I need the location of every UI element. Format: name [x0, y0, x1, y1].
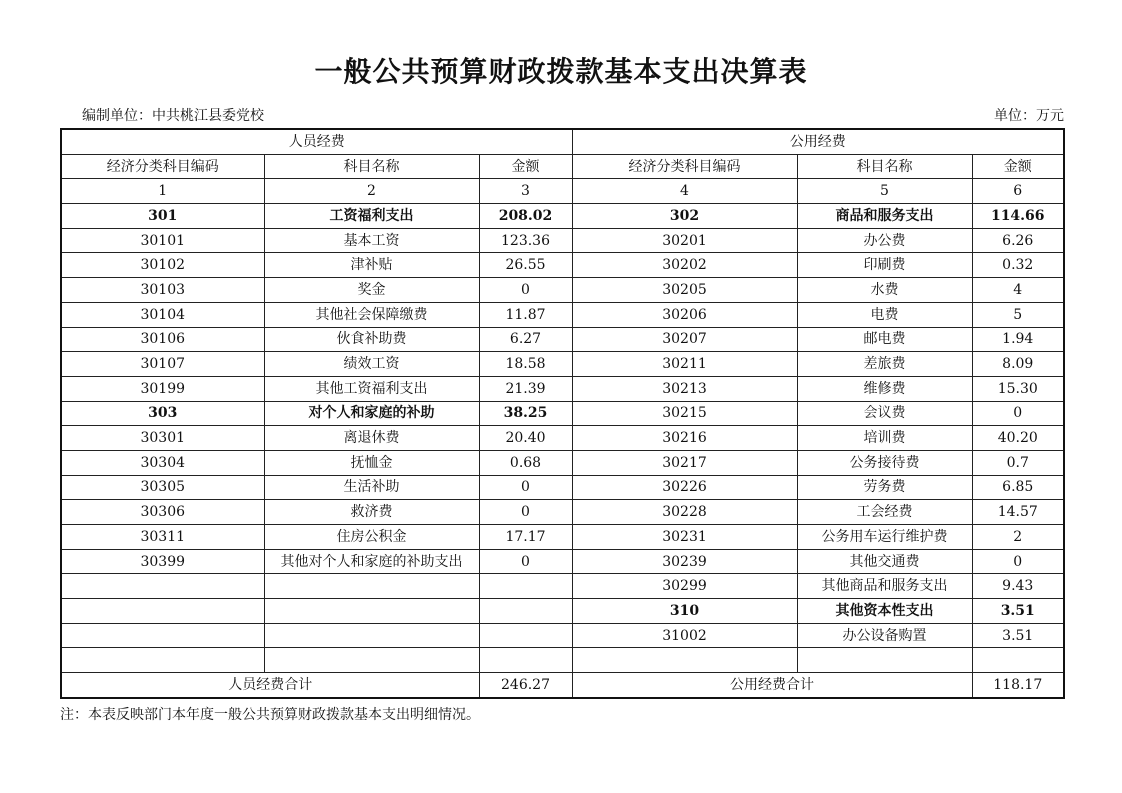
personnel-code: 30103 [61, 278, 264, 303]
public-amount [972, 648, 1064, 673]
public-total-label: 公用经费合计 [572, 673, 972, 698]
personnel-item-name: 离退休费 [264, 426, 479, 451]
public-code: 30206 [572, 302, 797, 327]
group-personnel: 人员经费 [61, 129, 572, 154]
table-row [61, 599, 1064, 624]
public-code: 30202 [572, 253, 797, 278]
public-code: 30216 [572, 426, 797, 451]
table-row [61, 549, 1064, 574]
table-row [61, 278, 1064, 303]
personnel-code: 30301 [61, 426, 264, 451]
table-row [61, 204, 1064, 229]
group-header-row [61, 129, 1064, 154]
column-number: 2 [264, 179, 479, 204]
personnel-code: 30107 [61, 352, 264, 377]
public-code: 30213 [572, 376, 797, 401]
personnel-amount: 0 [479, 549, 572, 574]
personnel-item-name: 工资福利支出 [264, 204, 479, 229]
personnel-item-name: 津补贴 [264, 253, 479, 278]
public-item-name: 办公费 [797, 228, 972, 253]
table-row [61, 475, 1064, 500]
table-row [61, 623, 1064, 648]
personnel-amount [479, 623, 572, 648]
public-item-name: 商品和服务支出 [797, 204, 972, 229]
public-amount: 15.30 [972, 376, 1064, 401]
public-item-name: 办公设备购置 [797, 623, 972, 648]
table-row [61, 648, 1064, 673]
public-code: 30217 [572, 450, 797, 475]
personnel-code: 303 [61, 401, 264, 426]
public-item-name: 劳务费 [797, 475, 972, 500]
public-code: 30231 [572, 525, 797, 550]
personnel-item-name: 住房公积金 [264, 525, 479, 550]
public-item-name: 其他商品和服务支出 [797, 574, 972, 599]
table-row [61, 525, 1064, 550]
public-code: 302 [572, 204, 797, 229]
public-amount: 3.51 [972, 599, 1064, 624]
column-header: 经济分类科目编码 [61, 154, 264, 179]
public-code: 30228 [572, 500, 797, 525]
personnel-code: 30106 [61, 327, 264, 352]
public-code: 30207 [572, 327, 797, 352]
personnel-amount: 26.55 [479, 253, 572, 278]
personnel-amount: 18.58 [479, 352, 572, 377]
public-item-name: 维修费 [797, 376, 972, 401]
public-code: 30299 [572, 574, 797, 599]
public-item-name: 邮电费 [797, 327, 972, 352]
personnel-amount: 0 [479, 475, 572, 500]
table-row [61, 352, 1064, 377]
personnel-item-name: 其他工资福利支出 [264, 376, 479, 401]
public-amount: 1.94 [972, 327, 1064, 352]
public-item-name: 电费 [797, 302, 972, 327]
public-amount: 6.85 [972, 475, 1064, 500]
group-public: 公用经费 [572, 129, 1064, 154]
column-header: 金额 [972, 154, 1064, 179]
personnel-code: 30304 [61, 450, 264, 475]
personnel-item-name: 生活补助 [264, 475, 479, 500]
footnote: 注：本表反映部门本年度一般公共预算财政拨款基本支出明细情况。 [60, 707, 480, 723]
personnel-code: 30311 [61, 525, 264, 550]
personnel-amount: 208.02 [479, 204, 572, 229]
table-row [61, 500, 1064, 525]
personnel-amount: 123.36 [479, 228, 572, 253]
page-title: 一般公共预算财政拨款基本支出决算表 [314, 55, 808, 88]
table-row [61, 228, 1064, 253]
compiling-unit: 编制单位：中共桃江县委党校 [82, 108, 264, 124]
table-row [61, 302, 1064, 327]
column-number: 5 [797, 179, 972, 204]
table-row [61, 327, 1064, 352]
public-amount: 8.09 [972, 352, 1064, 377]
public-code: 30201 [572, 228, 797, 253]
column-header: 金额 [479, 154, 572, 179]
public-amount: 6.26 [972, 228, 1064, 253]
public-amount: 5 [972, 302, 1064, 327]
personnel-amount: 0 [479, 500, 572, 525]
personnel-item-name [264, 623, 479, 648]
personnel-amount: 11.87 [479, 302, 572, 327]
personnel-code: 30101 [61, 228, 264, 253]
public-code: 30226 [572, 475, 797, 500]
public-item-name: 差旅费 [797, 352, 972, 377]
personnel-item-name [264, 599, 479, 624]
personnel-code: 30104 [61, 302, 264, 327]
personnel-amount [479, 648, 572, 673]
public-amount: 114.66 [972, 204, 1064, 229]
personnel-total-label: 人员经费合计 [61, 673, 479, 698]
personnel-item-name [264, 574, 479, 599]
public-total-value: 118.17 [972, 673, 1064, 698]
expenditure-table [60, 128, 1065, 699]
personnel-item-name: 其他对个人和家庭的补助支出 [264, 549, 479, 574]
public-code: 30205 [572, 278, 797, 303]
public-item-name: 工会经费 [797, 500, 972, 525]
public-code: 30239 [572, 549, 797, 574]
public-amount: 2 [972, 525, 1064, 550]
personnel-item-name: 奖金 [264, 278, 479, 303]
personnel-code: 30306 [61, 500, 264, 525]
public-amount: 0 [972, 549, 1064, 574]
table-row [61, 253, 1064, 278]
personnel-item-name [264, 648, 479, 673]
column-header: 科目名称 [797, 154, 972, 179]
public-amount: 40.20 [972, 426, 1064, 451]
personnel-amount: 38.25 [479, 401, 572, 426]
public-item-name: 水费 [797, 278, 972, 303]
public-item-name [797, 648, 972, 673]
public-item-name: 会议费 [797, 401, 972, 426]
personnel-amount: 20.40 [479, 426, 572, 451]
personnel-amount: 0 [479, 278, 572, 303]
personnel-amount: 17.17 [479, 525, 572, 550]
personnel-code: 30305 [61, 475, 264, 500]
personnel-code: 30399 [61, 549, 264, 574]
personnel-code [61, 574, 264, 599]
personnel-code [61, 599, 264, 624]
column-header: 经济分类科目编码 [572, 154, 797, 179]
public-item-name: 其他资本性支出 [797, 599, 972, 624]
column-number: 6 [972, 179, 1064, 204]
personnel-code: 30102 [61, 253, 264, 278]
public-amount: 4 [972, 278, 1064, 303]
personnel-item-name: 抚恤金 [264, 450, 479, 475]
personnel-amount [479, 574, 572, 599]
public-item-name: 公务接待费 [797, 450, 972, 475]
public-amount: 0 [972, 401, 1064, 426]
table-row [61, 376, 1064, 401]
column-number: 1 [61, 179, 264, 204]
public-amount: 3.51 [972, 623, 1064, 648]
personnel-item-name: 基本工资 [264, 228, 479, 253]
table-row [61, 450, 1064, 475]
personnel-item-name: 伙食补助费 [264, 327, 479, 352]
personnel-item-name: 绩效工资 [264, 352, 479, 377]
public-amount: 14.57 [972, 500, 1064, 525]
column-number-row [61, 179, 1064, 204]
personnel-amount: 21.39 [479, 376, 572, 401]
column-header-row [61, 154, 1064, 179]
column-number: 4 [572, 179, 797, 204]
public-item-name: 培训费 [797, 426, 972, 451]
public-code [572, 648, 797, 673]
public-amount: 9.43 [972, 574, 1064, 599]
public-code: 30211 [572, 352, 797, 377]
personnel-item-name: 救济费 [264, 500, 479, 525]
totals-row [61, 673, 1064, 698]
public-item-name: 印刷费 [797, 253, 972, 278]
public-item-name: 其他交通费 [797, 549, 972, 574]
money-unit: 单位：万元 [994, 108, 1064, 124]
public-item-name: 公务用车运行维护费 [797, 525, 972, 550]
column-header: 科目名称 [264, 154, 479, 179]
personnel-item-name: 对个人和家庭的补助 [264, 401, 479, 426]
personnel-item-name: 其他社会保障缴费 [264, 302, 479, 327]
personnel-code [61, 623, 264, 648]
public-amount: 0.32 [972, 253, 1064, 278]
personnel-amount [479, 599, 572, 624]
personnel-code: 301 [61, 204, 264, 229]
personnel-amount: 0.68 [479, 450, 572, 475]
column-number: 3 [479, 179, 572, 204]
table-row [61, 401, 1064, 426]
public-code: 310 [572, 599, 797, 624]
public-code: 31002 [572, 623, 797, 648]
public-code: 30215 [572, 401, 797, 426]
public-amount: 0.7 [972, 450, 1064, 475]
personnel-amount: 6.27 [479, 327, 572, 352]
personnel-code: 30199 [61, 376, 264, 401]
personnel-total-value: 246.27 [479, 673, 572, 698]
table-row [61, 426, 1064, 451]
table-row [61, 574, 1064, 599]
personnel-code [61, 648, 264, 673]
